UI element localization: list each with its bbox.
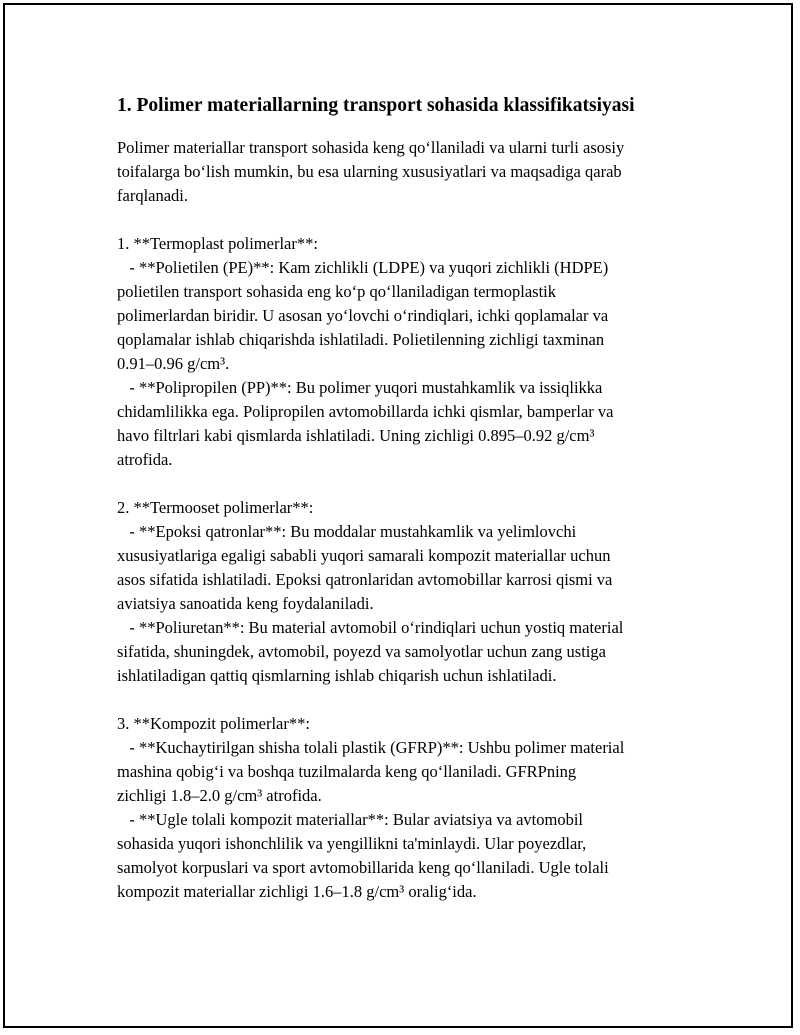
paragraph-gap	[117, 688, 687, 712]
list-item-line: sohasida yuqori ishonchlilik va yengillikni ta'minlaydi. Ular poyezdlar,	[117, 834, 587, 853]
list-item-line: kompozit materiallar zichligi 1.6–1.8 g/cm³ oralig‘ida.	[117, 882, 477, 901]
list-item-line: - **Polipropilen (PP)**: Bu polimer yuqori mustahkamlik va issiqlikka	[117, 378, 603, 397]
list-item-line: asos sifatida ishlatiladi. Epoksi qatronlaridan avtomobillar karrosi qismi va	[117, 570, 613, 589]
list-item-line: polietilen transport sohasida eng ko‘p qo‘llaniladigan termoplastik	[117, 282, 556, 301]
intro-line: toifalarga bo‘lish mumkin, bu esa ularning xususiyatlari va maqsadiga qarab	[117, 162, 622, 181]
list-item-line: - **Kuchaytirilgan shisha tolali plastik (GFRP)**: Ushbu polimer material	[117, 738, 625, 757]
list-item-line: - **Poliuretan**: Bu material avtomobil o‘rindiqlari uchun yostiq material	[117, 618, 624, 637]
list-item-line: chidamlilikka ega. Polipropilen avtomobillarda ichki qismlar, bamperlar va	[117, 402, 614, 421]
list-heading: 2. **Termooset polimerlar**:	[117, 498, 314, 517]
section-heading: 1. Polimer materiallarning transport sohasida klassifikatsiyasi	[117, 95, 635, 116]
list-item-line: ishlatiladigan qattiq qismlarning ishlab chiqarish uchun ishlatiladi.	[117, 666, 557, 685]
document-body	[117, 92, 687, 904]
list-item-line: 0.91–0.96 g/cm³.	[117, 354, 230, 373]
list-item-line: samolyot korpuslari va sport avtomobillarida keng qo‘llaniladi. Ugle tolali	[117, 858, 609, 877]
section-composites	[117, 712, 687, 904]
paragraph-gap	[117, 472, 687, 496]
list-item-line: - **Epoksi qatronlar**: Bu moddalar mustahkamlik va yelimlovchi	[117, 522, 577, 541]
list-item-line: xususiyatlariga egaligi sababli yuqori samarali kompozit materiallar uchun	[117, 546, 611, 565]
list-heading: 1. **Termoplast polimerlar**:	[117, 234, 318, 253]
list-item-line: - **Polietilen (PE)**: Kam zichlikli (LDPE) va yuqori zichlikli (HDPE)	[117, 258, 609, 277]
section-thermosets	[117, 496, 687, 688]
intro-paragraph	[117, 136, 687, 208]
section-thermoplastics	[117, 232, 687, 472]
list-item-line: mashina qobig‘i va boshqa tuzilmalarda keng qo‘llaniladi. GFRPning	[117, 762, 577, 781]
list-item-line: polimerlardan biridir. U asosan yo‘lovchi o‘rindiqlari, ichki qoplamalar va	[117, 306, 609, 325]
list-item-line: - **Ugle tolali kompozit materiallar**: Bular aviatsiya va avtomobil	[117, 810, 584, 829]
intro-line: farqlanadi.	[117, 186, 189, 205]
intro-line: Polimer materiallar transport sohasida keng qo‘llaniladi va ularni turli asosiy	[117, 138, 625, 157]
list-item-line: aviatsiya sanoatida keng foydalaniladi.	[117, 594, 374, 613]
list-item-line: zichligi 1.8–2.0 g/cm³ atrofida.	[117, 786, 322, 805]
list-item-line: atrofida.	[117, 450, 173, 469]
list-item-line: havo filtrlari kabi qismlarda ishlatiladi. Uning zichligi 0.895–0.92 g/cm³	[117, 426, 595, 445]
list-item-line: qoplamalar ishlab chiqarishda ishlatiladi. Polietilenning zichligi taxminan	[117, 330, 605, 349]
paragraph-gap	[117, 208, 687, 232]
list-item-line: sifatida, shuningdek, avtomobil, poyezd va samolyotlar uchun zang ustiga	[117, 642, 606, 661]
list-heading: 3. **Kompozit polimerlar**:	[117, 714, 310, 733]
